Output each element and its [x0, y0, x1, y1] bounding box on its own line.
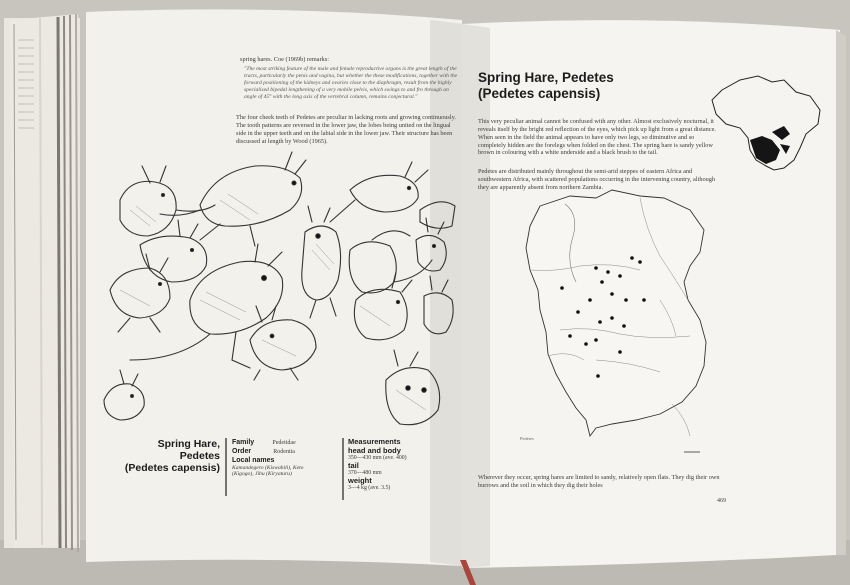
order-value: Rodentia: [273, 449, 295, 456]
distribution-paragraph: Pedetes are distributed mainly throughout the semi-arid steppes of eastern Africa and southwestern Africa, with scattered populations occurring in the intervening country, although they are apparently absent from northern Zambia.: [478, 168, 716, 191]
running-text-top: spring hares. Coe (1969b) remarks:: [240, 56, 330, 63]
weight-label: weight: [348, 475, 372, 485]
family-value: Pedetidae: [272, 440, 296, 446]
right-title-line1: Spring Hare, Pedetes: [478, 70, 614, 85]
family-label: Family: [232, 439, 255, 446]
head-body-label: head and body: [348, 445, 401, 455]
page-number: 469: [717, 498, 726, 504]
tail-label: tail: [348, 460, 359, 470]
local-names-label: Local names: [232, 456, 275, 464]
caption-title-line2: Pedetes: [179, 450, 220, 463]
measurements-block: [348, 438, 448, 492]
local-names-line1: Kamandegero (Kiswahili), Keto: [232, 464, 304, 471]
teeth-paragraph: The four cheek teeth of Pedetes are peculiar in lacking roots and growing continuously. The tooth patterns are reversed in the lower jaw, the lobes being united on the lingual side in the upper teeth and on the labial side in the lower jaw. Their structure has been discussed at length by Wood (1965).: [236, 114, 456, 145]
right-title-line2: (Pedetes capensis): [478, 85, 601, 101]
bottom-paragraph: Wherever they occur, spring hares are limited to sandy, relatively open flats. They dig their own burrows and the soil in which they dig their holes: [478, 474, 720, 489]
description-paragraph: This very peculiar animal cannot be confused with any other. Almost exclusively nocturnal, it reveals itself by the bright red reflection of the eyes, which pick up light from a great distance. When seen in the field the animal appears to have only two legs, so diminutive and so completely hidden are the forelegs when folded on the chest. The spring hare is sandy yellow brown in colouring with a white underside and a black brush to the tail.: [478, 118, 716, 157]
map-label: Pedetes: [520, 436, 534, 441]
order-label: Order: [232, 448, 252, 456]
measurements-title: Measurements: [348, 438, 401, 446]
caption-title: [120, 438, 220, 474]
tail-value: 370—480 mm: [348, 470, 382, 477]
quote-block: "The most striking feature of the male and female reproductive organs is the great length of the tracts, particularly the penis and vagina, but whether the these modifications, together with the forward positioning of the kidneys and ovaries close to the diaphragm, result from the highly specialised bipedal lengthening of a very mobile pelvis, which swings to and fro through an angle of 45° with the long axis of the vertebral column, remains conjectural.": [244, 66, 458, 100]
weight-value: 3—4 kg (ave. 3.5): [348, 485, 391, 492]
head-body-value: 350—430 mm (ave. 400): [348, 455, 407, 462]
taxonomy-block: [232, 438, 340, 478]
caption-latin: (Pedetes capensis): [124, 462, 220, 475]
local-names-line2: (Kigogo), Jibu (Kiryaturu): [232, 471, 292, 478]
caption-title-line1: Spring Hare,: [157, 438, 220, 450]
right-page-title: [478, 70, 698, 102]
left-page-stack: [4, 14, 80, 552]
